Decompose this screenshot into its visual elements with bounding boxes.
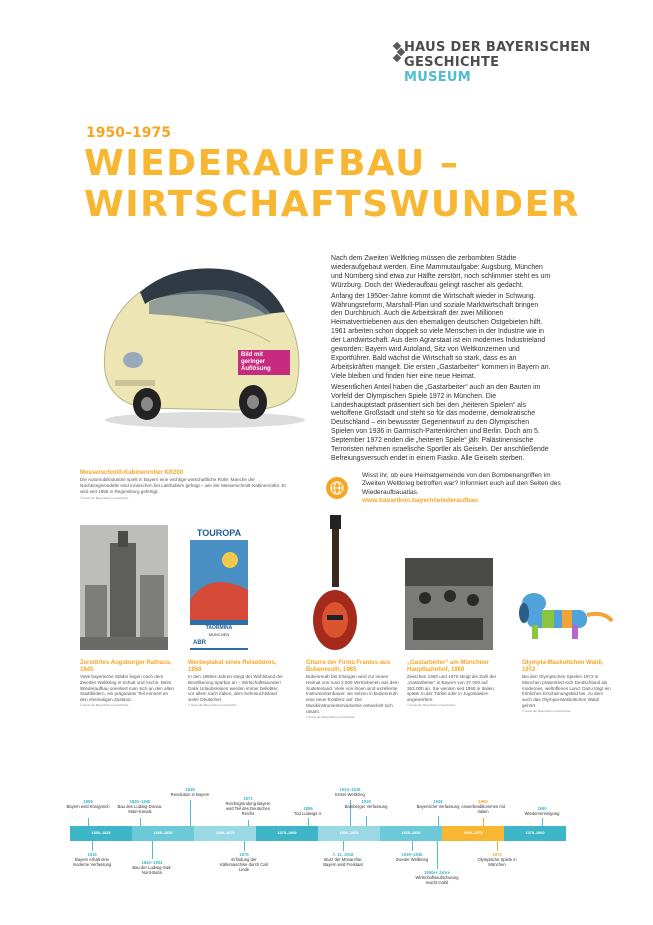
caption-text: Zwischen 1960 und 1970 steigt die Zahl der „Gastarbeiter“ in Bayern von 37.000 auf 353.000 an. Sie werden seit 1955 in Italien, später in der Türkei oder in Jugoslawien angeworben.	[407, 674, 497, 703]
gallery-caption	[407, 660, 503, 707]
timeline-stem	[140, 818, 141, 826]
timeline-event	[475, 852, 519, 867]
body-paragraph: Wesentlichen Anteil haben die „Gastarbeiter“ auch an den Bauten im Vorfeld der Olympischen Spiele 1972 in München. Die Landeshauptstadt präsentiert sich bei den „heiteren Spielen“ als weltoffene Großstadt und steht so für das moderne, demokratische Deutschland – ein bewusster Gegenentwurf zu den Olympischen Spielen von 1936 in Garmisch-Partenkirchen und Berlin. Doch am 5. September 1972 enden die „heiteren Spiele“ jäh: Palästinensische Terroristen nehmen israelische Sportler als Geiseln. Der anschließende Befreiungsversuch endet in einem Fiasko. Alle Geiseln sterben.	[331, 383, 549, 462]
caption-title: Olympia-Maskottchen Waldi, 1972	[522, 660, 604, 673]
augsburg-rathaus-photo	[80, 525, 168, 650]
timeline-bar	[70, 826, 566, 841]
event-text: Bau des Ludwig-Donau-Main-Kanals	[117, 804, 163, 814]
timeline-event	[168, 787, 212, 797]
poster-city: TAORMINA	[190, 625, 248, 632]
logo-line-3: MUSEUM	[404, 70, 472, 85]
timeline-stem	[152, 841, 153, 859]
gallery-caption	[522, 660, 612, 713]
timeline-event	[70, 852, 114, 867]
timeline-stem	[248, 820, 249, 826]
caption-credit: © Haus der Bayerischen Geschichte	[522, 708, 571, 713]
event-year: 1876	[239, 852, 249, 857]
event-text: Olympische Spiele in München	[477, 857, 517, 867]
body-paragraph: Nach dem Zweiten Weltkrieg müssen die zerbombten Städte wiederaufgebaut werden. Eine Mammutaufgabe: Augsburg, München und Nürnberg sind etwa zur Hälfte zerstört, noch schlimmer steht es um Würzburg. Doch der Wiederaufbau gelingt rascher als gedacht.	[331, 255, 551, 289]
info-text: Wisst ihr, ob eure Heimatgemeinde von den Bombenangriffen im Zweiten Weltkrieg betroffen war? Informiert euch auf den Seiten des Wiederaufbauatlas.	[362, 472, 561, 496]
caption-text: In den 1950er-Jahren steigt der Wohlstand der Bevölkerung spürbar an – Wirtschaftswunder! Dank Urlaubsreisen werden immer beliebter, vor allem nach Italien, dem Sehnsuchtsland vieler Deutscher.	[188, 674, 283, 703]
caption-text: Bubenreuth bei Erlangen wird zur neuen Heimat von rund 2.000 Vertriebenen aus dem Sudetenland. Viele von ihnen sind exzellente Instrumentenbauer; sie setzen in Bubenreuth eine neue Existenz auf. Die Musikinstrumentenindustrie entwickelt sich rasant.	[306, 674, 399, 714]
event-year: 1848	[185, 787, 195, 792]
timeline-segment: 1825–1850	[132, 826, 194, 841]
timeline-event	[286, 806, 330, 816]
timeline-event	[458, 799, 508, 814]
logo-line-2: GESCHICHTE	[404, 55, 500, 70]
poster-dest: MÜNCHEN	[190, 632, 248, 638]
event-year: 1818	[87, 852, 97, 857]
event-year: 1990	[537, 806, 547, 811]
period-years: 1950–1975	[86, 125, 171, 141]
timeline-segment: 1850–1875	[194, 826, 256, 841]
timeline-segment: 1800–1825	[70, 826, 132, 841]
car-image	[85, 252, 320, 432]
timeline-segment: 1925–1950	[380, 826, 442, 841]
timeline-stem	[308, 818, 309, 826]
timeline-event	[321, 852, 365, 867]
timeline-event	[220, 852, 268, 872]
timeline-event	[328, 787, 372, 797]
event-year: 1955	[478, 799, 488, 804]
timeline-stem	[412, 841, 413, 851]
timeline-event	[344, 799, 388, 809]
gallery-caption	[306, 660, 402, 719]
event-text: Sturz der Monarchie, Bayern wird Freistaat	[323, 857, 363, 867]
timeline-stem	[92, 841, 93, 851]
timeline-stem	[497, 841, 498, 851]
car-caption	[80, 470, 290, 500]
event-text: Revolution in Bayern	[170, 792, 210, 797]
timeline-event	[415, 870, 459, 885]
event-text: Bayern erhält eine moderne Verfassung	[72, 857, 112, 867]
caption-text: Viele bayerische Städte liegen nach dem Zweiten Weltkrieg in Schutt und Asche. Beim Wiederaufbau orientiert man sich an den alten Stadtbildern, ein prägnanter Teil erinnert an den ehemaligen Zustand.	[80, 674, 174, 703]
info-box	[362, 472, 562, 506]
timeline-stem	[190, 800, 191, 826]
timeline-stem	[88, 818, 89, 826]
event-text: Wirtschaftsaufschwung macht mobil	[415, 875, 459, 885]
wiederaufbau-link[interactable]: www.bavarikon.bayern/wiederaufbau	[362, 497, 478, 505]
body-text	[331, 255, 551, 464]
waldi-mascot-image	[512, 585, 622, 645]
guitar-image	[305, 515, 365, 655]
poster-title: TOUROPA	[190, 525, 248, 540]
event-year: 1972	[492, 852, 502, 857]
event-year: 1950er-Jahre	[424, 870, 450, 875]
event-text: Zweiter Weltkrieg	[395, 857, 429, 862]
caption-credit: © Haus der Bayerischen Geschichte	[407, 702, 456, 707]
caption-credit: © Haus der Bayerischen Geschichte	[306, 714, 355, 719]
caption-text: Bei den Olympischen Spielen 1972 in München präsentiert sich Deutschland als modernes, weltoffenes Land. Dazu trägt ein fröhliches Erscheinungsbild bei, zu dem auch das Olympia-Maskottchen Waldi gehört.	[522, 674, 611, 708]
caption-title: Messerschmitt-Kabinenroller KR200	[80, 470, 184, 476]
event-text: Erster Weltkrieg	[335, 792, 365, 797]
timeline-event	[416, 799, 460, 809]
timeline-event	[130, 860, 174, 875]
event-year: 1835–1845	[129, 799, 151, 804]
timeline-event	[114, 799, 166, 814]
event-text: Tod Ludwigs II.	[294, 811, 322, 816]
timeline-stem	[483, 818, 484, 826]
event-year: 1806	[83, 799, 93, 804]
poster-abr: ABR	[190, 638, 248, 648]
event-year: 1886	[303, 806, 313, 811]
event-year: 1939–1945	[401, 852, 423, 857]
event-text: Anwerbeabkommen mit Italien	[461, 804, 505, 814]
timeline-event	[520, 806, 564, 816]
title-line-2: WIRTSCHAFTSWUNDER	[84, 184, 580, 225]
timeline-event	[390, 852, 434, 862]
caption-credit: © Haus der Bayerischen Geschichte	[80, 496, 129, 501]
caption-credit: © Haus der Bayerischen Geschichte	[188, 702, 237, 707]
title-line-1: WIEDERAUFBAU –	[84, 143, 460, 184]
event-year: 1871	[243, 796, 253, 801]
event-text: Bau der Ludwig-Süd-Nord-Bahn	[132, 865, 172, 875]
timeline-stem	[343, 841, 344, 851]
low-resolution-badge: Bild mit geringer Auflösung	[238, 350, 290, 375]
event-year: 1919	[361, 799, 371, 804]
gallery-caption	[188, 660, 284, 707]
timeline-event	[66, 799, 110, 809]
timeline-segment-current: 1950–1975	[442, 826, 504, 841]
timeline-segment: 1975–2000	[504, 826, 566, 841]
timeline-stem	[542, 818, 543, 826]
caption-credit: © Haus der Bayerischen Geschichte	[80, 702, 129, 707]
timeline-segment: 1875–1900	[256, 826, 318, 841]
caption-title: Gitarre der Firma Framus aus Bubenreuth, 1965	[306, 660, 391, 673]
event-text: Bayerische Verfassung	[416, 804, 460, 809]
body-paragraph: Anfang der 1950er-Jahre kommt die Wirtschaft wieder in Schwung. Währungsreform, Marshall-Plan und soziale Marktwirtschaft bringen den Durchbruch. Auch die Arbeitskraft der zwei Millionen Heimatvertriebenen aus den ehemaligen deutschen Ostgebieten hilft. 1961 arbeiten schon doppelt so viele Menschen in der Industrie wie in der Landwirtschaft. Aus dem Agrarstaat ist ein modernes Industrieland geworden: Bayern wird Autoland, Sitz von Weltkonzernen und Exportführer. Bald wächst die Wirtschaft so stark, dass es an Arbeitskräften mangelt. Die ersten „Gastarbeiter“ kommen in Bayern an. Viele bleiben und finden hier eine neue Heimat.	[331, 292, 551, 380]
gallery-caption	[80, 660, 176, 707]
logo-line-1: HAUS DER BAYERISCHEN	[404, 40, 591, 55]
caption-title: „Gastarbeiter“ am Münchner Hauptbahnhof, 1960	[407, 660, 490, 673]
timeline-event	[222, 796, 274, 816]
event-text: Bamberger Verfassung	[344, 804, 388, 809]
gastarbeiter-photo	[405, 558, 493, 650]
caption-title: Werbeplakat eines Reisebüros, 1958	[188, 660, 277, 673]
event-text: Bayern wird Königreich	[66, 804, 110, 809]
event-year: 1843–1854	[141, 860, 163, 865]
event-text: Reichsgründung Bayern wird Teil des Deutschen Reichs	[225, 801, 271, 816]
event-year: 7. 11. 1918	[332, 852, 354, 857]
timeline-stem	[366, 816, 367, 826]
timeline-stem	[244, 841, 245, 851]
event-text: Erfindung der Kältemaschine durch Carl Linde	[220, 857, 268, 872]
timeline-stem	[438, 816, 439, 826]
event-text: Wiedervereinigung	[524, 811, 560, 816]
touropa-poster	[190, 525, 248, 650]
page-title	[84, 143, 580, 225]
timeline-segment: 1900–1925	[318, 826, 380, 841]
globe-icon	[326, 477, 348, 499]
event-year: 1946	[433, 799, 443, 804]
caption-text: Die Automobilindustrie spielt in Bayern eine wichtige wirtschaftliche Rolle. Manche der Nachkriegsmodelle sind inzwischen bei Liebhabern gefragt – wie der Messerschmitt-Kabinenroller. Er wird seit 1955 in Regensburg gefertigt.	[80, 477, 287, 494]
caption-title: Zerstörtes Augsburger Rathaus, 1945	[80, 660, 172, 673]
timeline-stem	[437, 841, 438, 869]
event-year: 1914–1918	[339, 787, 361, 792]
